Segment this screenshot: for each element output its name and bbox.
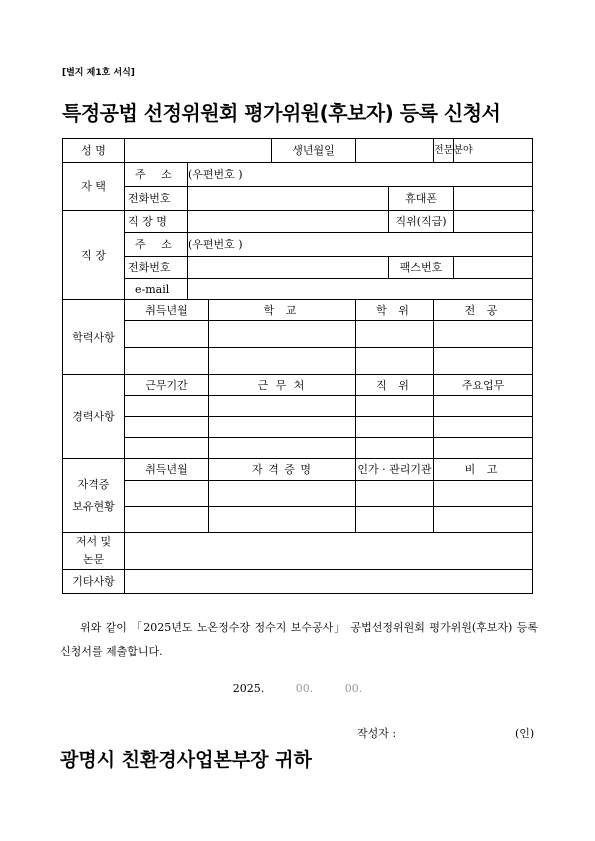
home-label: 자 택 (63, 163, 125, 211)
mobile-label: 휴대폰 (389, 187, 454, 211)
license-cell[interactable] (209, 507, 356, 533)
education-cell[interactable] (209, 348, 356, 375)
career-cell[interactable] (356, 438, 434, 459)
career-cell[interactable] (125, 417, 209, 438)
application-form-table (62, 138, 533, 594)
license-cell[interactable] (434, 507, 533, 533)
document-title: 특정공법 선정위원회 평가위원(후보자) 등록 신청서 (62, 101, 501, 125)
education-cell[interactable] (125, 321, 209, 348)
table-row (63, 321, 533, 348)
education-cell[interactable] (434, 348, 533, 375)
publications-label-line2: 논문 (82, 553, 105, 566)
license-header-authority: 인가 · 관리기관 (356, 459, 434, 481)
education-label: 학력사항 (63, 300, 125, 375)
work-phone-field[interactable] (188, 257, 389, 279)
publications-field[interactable] (125, 533, 533, 570)
career-cell[interactable] (356, 396, 434, 417)
other-label: 기타사항 (63, 570, 125, 594)
home-phone-label: 전화번호 (125, 187, 188, 211)
seal-label: (인) (515, 727, 535, 740)
education-cell[interactable] (125, 348, 209, 375)
other-field[interactable] (125, 570, 533, 594)
fax-field[interactable] (454, 257, 533, 279)
license-cell[interactable] (356, 507, 434, 533)
license-label (63, 459, 125, 533)
position-label: 직위(직급) (389, 211, 454, 233)
table-row (63, 417, 533, 438)
date-month[interactable]: 00. (295, 682, 314, 695)
career-cell[interactable] (125, 396, 209, 417)
education-cell[interactable] (356, 321, 434, 348)
company-field[interactable] (188, 211, 389, 233)
work-phone-label: 전화번호 (125, 257, 188, 279)
fax-label: 팩스번호 (389, 257, 454, 279)
education-header-major: 전 공 (434, 300, 533, 321)
table-row (63, 348, 533, 375)
birth-field[interactable] (356, 139, 434, 163)
career-label: 경력사항 (63, 375, 125, 459)
license-cell[interactable] (209, 481, 356, 507)
home-address-field[interactable]: (우편번호 ) (188, 163, 533, 187)
date-year: 2025. (232, 682, 265, 695)
publications-label (63, 533, 125, 570)
field-label: 전문분야 (434, 139, 454, 163)
table-row (63, 481, 533, 507)
career-cell[interactable] (434, 417, 533, 438)
work-address-field[interactable]: (우편번호 ) (188, 233, 533, 257)
email-field[interactable] (188, 279, 533, 300)
position-field[interactable] (454, 211, 533, 233)
addressee: 광명시 친환경사업본부장 귀하 (60, 749, 312, 771)
home-phone-field[interactable] (188, 187, 389, 211)
career-cell[interactable] (209, 396, 356, 417)
career-header-period: 근무기간 (125, 375, 209, 396)
submission-date (0, 682, 595, 695)
company-label: 직 장 명 (125, 211, 188, 233)
table-row (63, 507, 533, 533)
name-field[interactable] (125, 139, 272, 163)
table-row (63, 396, 533, 417)
date-day[interactable]: 00. (344, 682, 363, 695)
license-cell[interactable] (356, 481, 434, 507)
name-label: 성 명 (63, 139, 125, 163)
career-header-position: 직 위 (356, 375, 434, 396)
career-cell[interactable] (209, 417, 356, 438)
license-header-name: 자 격 증 명 (209, 459, 356, 481)
career-header-duties: 주요업무 (434, 375, 533, 396)
form-number-tag: [별지 제1호 서식] (62, 68, 135, 78)
statement-text: 위와 같이 「2025년도 노온정수장 정수지 보수공사」 공법선정위원회 평가위원(후보자) 등록 신청서를 제출합니다. (60, 621, 538, 658)
education-cell[interactable] (434, 321, 533, 348)
license-label-line1: 자격증 (77, 477, 110, 491)
work-address-label: 주 소 (125, 233, 188, 257)
home-address-label: 주 소 (125, 163, 188, 187)
career-cell[interactable] (125, 438, 209, 459)
signer-label: 작성자 : (357, 727, 397, 740)
license-header-remarks: 비 고 (434, 459, 533, 481)
education-header-date: 취득년월 (125, 300, 209, 321)
education-header-degree: 학 위 (356, 300, 434, 321)
career-cell[interactable] (209, 438, 356, 459)
birth-label: 생년월일 (272, 139, 356, 163)
license-cell[interactable] (125, 507, 209, 533)
mobile-field[interactable] (454, 187, 533, 211)
publications-label-line1: 저서 및 (75, 535, 112, 548)
license-label-line2: 보유현황 (72, 499, 115, 513)
education-header-school: 학 교 (209, 300, 356, 321)
email-label: e-mail (125, 279, 188, 300)
career-header-workplace: 근 무 처 (209, 375, 356, 396)
table-row (63, 438, 533, 459)
career-cell[interactable] (434, 438, 533, 459)
career-cell[interactable] (434, 396, 533, 417)
license-header-date: 취득년월 (125, 459, 209, 481)
education-cell[interactable] (356, 348, 434, 375)
work-label: 직 장 (63, 211, 125, 300)
education-cell[interactable] (209, 321, 356, 348)
license-cell[interactable] (125, 481, 209, 507)
career-cell[interactable] (356, 417, 434, 438)
license-cell[interactable] (434, 481, 533, 507)
